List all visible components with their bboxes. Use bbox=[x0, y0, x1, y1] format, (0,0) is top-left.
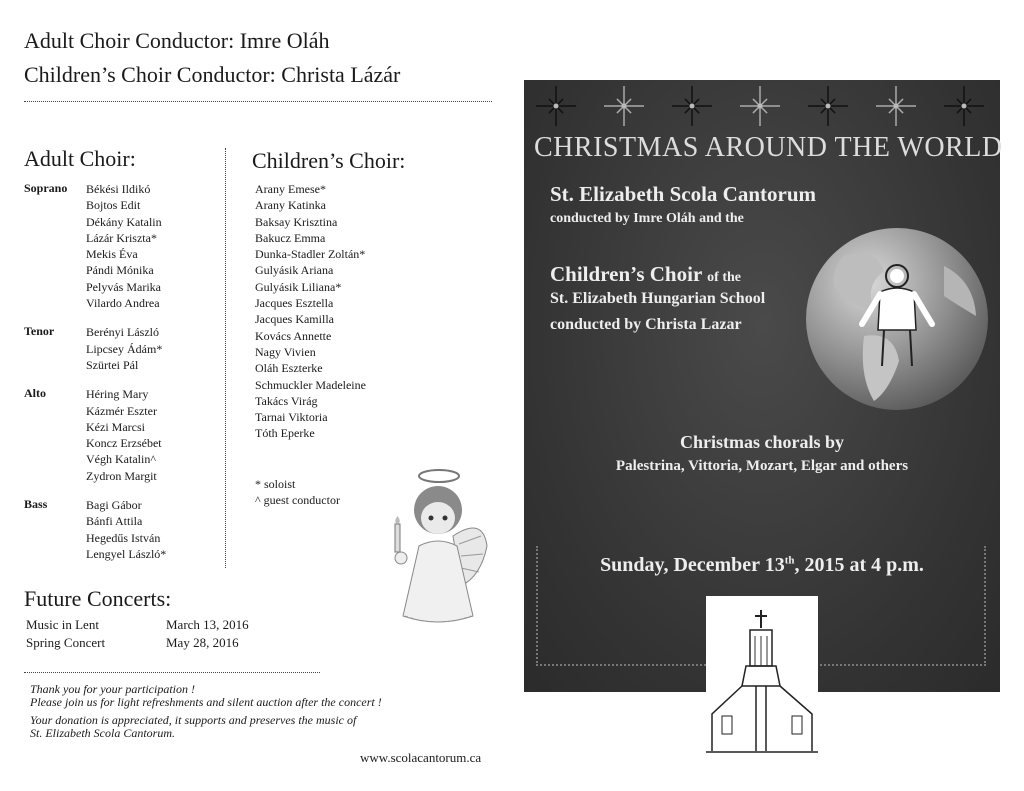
member-name: Vilardo Andrea bbox=[86, 296, 160, 311]
member-name: Lipcsey Ádám* bbox=[86, 341, 163, 356]
star-icon bbox=[604, 86, 644, 126]
concert-name: Music in Lent bbox=[26, 617, 99, 632]
children-choir-list bbox=[255, 181, 366, 442]
voice-label: Tenor bbox=[24, 324, 55, 339]
member-name: Koncz Erzsébet bbox=[86, 436, 162, 451]
donation-note-2: St. Elizabeth Scola Cantorum. bbox=[30, 726, 175, 740]
member-name: Kézi Marcsi bbox=[86, 419, 145, 434]
conducted-by-2: conducted by Christa Lazar bbox=[550, 316, 742, 333]
member-name: Lázár Kriszta* bbox=[86, 230, 157, 245]
member-name: Bagi Gábor bbox=[86, 498, 142, 513]
voice-label: Soprano bbox=[24, 181, 68, 195]
member-name: Bojtos Edit bbox=[86, 198, 141, 213]
member-name: Berényi László bbox=[86, 325, 159, 340]
future-concerts-title: Future Concerts: bbox=[24, 586, 172, 611]
concert-date bbox=[524, 554, 1000, 577]
member-name: Pándi Mónika bbox=[86, 263, 154, 278]
poster-title: CHRISTMAS AROUND THE WORLD bbox=[534, 132, 1003, 163]
legend-guest-conductor: ^ guest conductor bbox=[255, 493, 340, 508]
member-name: Héring Mary bbox=[86, 387, 149, 402]
member-name: Kázmér Eszter bbox=[86, 403, 157, 418]
adult-conductor: Adult Choir Conductor: Imre Oláh bbox=[24, 28, 330, 53]
voice-label: Alto bbox=[24, 386, 46, 401]
member-name: Mekis Éva bbox=[86, 247, 138, 262]
star-icon bbox=[740, 86, 780, 126]
member-name: Szürtei Pál bbox=[86, 357, 139, 372]
notes bbox=[30, 683, 382, 740]
donation-note-1: Your donation is appreciated, it supports and preserves the music of bbox=[30, 713, 357, 727]
concert-name: Spring Concert bbox=[26, 635, 106, 650]
member-name: Takács Virág bbox=[255, 393, 318, 408]
choir1-name: St. Elizabeth Scola Cantorum bbox=[550, 182, 817, 206]
legend bbox=[255, 476, 340, 509]
future-concerts-list bbox=[26, 616, 249, 652]
member-name: Tóth Eperke bbox=[255, 426, 315, 441]
member-name: Zydron Margit bbox=[86, 468, 157, 483]
member-name: Dékány Katalin bbox=[86, 214, 162, 229]
adult-choir-list bbox=[24, 181, 224, 571]
star-icon bbox=[536, 86, 576, 126]
voice-label: Bass bbox=[24, 497, 48, 512]
date-rest: , 2015 at 4 p.m. bbox=[794, 554, 924, 576]
conducted-by-1: conducted by Imre Oláh and the bbox=[550, 211, 744, 226]
member-name: Dunka-Stadler Zoltán* bbox=[255, 247, 366, 262]
date-main: Sunday, December 13 bbox=[600, 554, 785, 576]
star-row bbox=[524, 80, 1000, 140]
star-icon bbox=[876, 86, 916, 126]
member-name: Tarnai Viktoria bbox=[255, 410, 328, 425]
member-name: Végh Katalin^ bbox=[86, 452, 156, 467]
voice-members bbox=[86, 324, 162, 373]
member-name: Békési Ildikó bbox=[86, 182, 151, 196]
children-choir-title: Children’s Choir: bbox=[252, 148, 406, 173]
star-icon bbox=[944, 86, 984, 126]
member-name: Oláh Eszterke bbox=[255, 361, 323, 376]
member-name: Nagy Vivien bbox=[255, 344, 316, 359]
column-divider bbox=[225, 148, 226, 568]
future-concert-row bbox=[26, 634, 249, 652]
divider bbox=[24, 101, 492, 102]
choir2-name: Children’s Choir bbox=[550, 262, 702, 286]
member-name: Jacques Esztella bbox=[255, 296, 334, 311]
divider bbox=[24, 672, 320, 673]
member-name: Arany Emese* bbox=[255, 182, 326, 196]
angel-illustration bbox=[383, 466, 493, 638]
member-name: Kovács Annette bbox=[255, 328, 332, 343]
children-conductor: Children’s Choir Conductor: Christa Lázár bbox=[24, 62, 401, 87]
member-name: Hegedűs István bbox=[86, 530, 161, 545]
future-concert-row bbox=[26, 616, 249, 634]
conductors-header bbox=[24, 24, 400, 92]
chorals-line: Christmas chorals by bbox=[679, 432, 844, 452]
composers-line: Palestrina, Vittoria, Mozart, Elgar and others bbox=[615, 458, 909, 474]
member-name: Bánfi Attila bbox=[86, 514, 143, 529]
globe-illustration bbox=[804, 226, 990, 412]
member-name: Pelyvás Marika bbox=[86, 279, 161, 294]
voice-members bbox=[86, 181, 162, 311]
member-name: Schmuckler Madeleine bbox=[255, 377, 366, 392]
date-suffix: th bbox=[784, 554, 795, 567]
member-name: Gulyásik Liliana* bbox=[255, 279, 342, 294]
website: www.scolacantorum.ca bbox=[360, 750, 482, 765]
star-icon bbox=[808, 86, 848, 126]
voice-members bbox=[86, 386, 162, 484]
refreshments-note: Please join us for light refreshments and silent auction after the concert ! bbox=[30, 695, 382, 709]
church-illustration bbox=[706, 596, 818, 756]
school-name: St. Elizabeth Hungarian School bbox=[550, 290, 766, 307]
member-name: Jacques Kamilla bbox=[255, 312, 334, 327]
star-icon bbox=[672, 86, 712, 126]
voice-members bbox=[86, 497, 166, 562]
thanks-note: Thank you for your participation ! bbox=[30, 682, 195, 696]
legend-soloist: * soloist bbox=[255, 477, 296, 491]
member-name: Lengyel László* bbox=[86, 546, 167, 561]
concert-date: March 13, 2016 bbox=[166, 617, 249, 632]
concert-date: May 28, 2016 bbox=[166, 635, 239, 650]
member-name: Gulyásik Ariana bbox=[255, 263, 334, 278]
of-the: of the bbox=[707, 270, 741, 285]
member-name: Baksay Krisztina bbox=[255, 214, 338, 229]
choir2-line bbox=[550, 262, 741, 287]
member-name: Bakucz Emma bbox=[255, 230, 326, 245]
adult-choir-title: Adult Choir: bbox=[24, 146, 136, 171]
member-name: Arany Katinka bbox=[255, 198, 326, 213]
